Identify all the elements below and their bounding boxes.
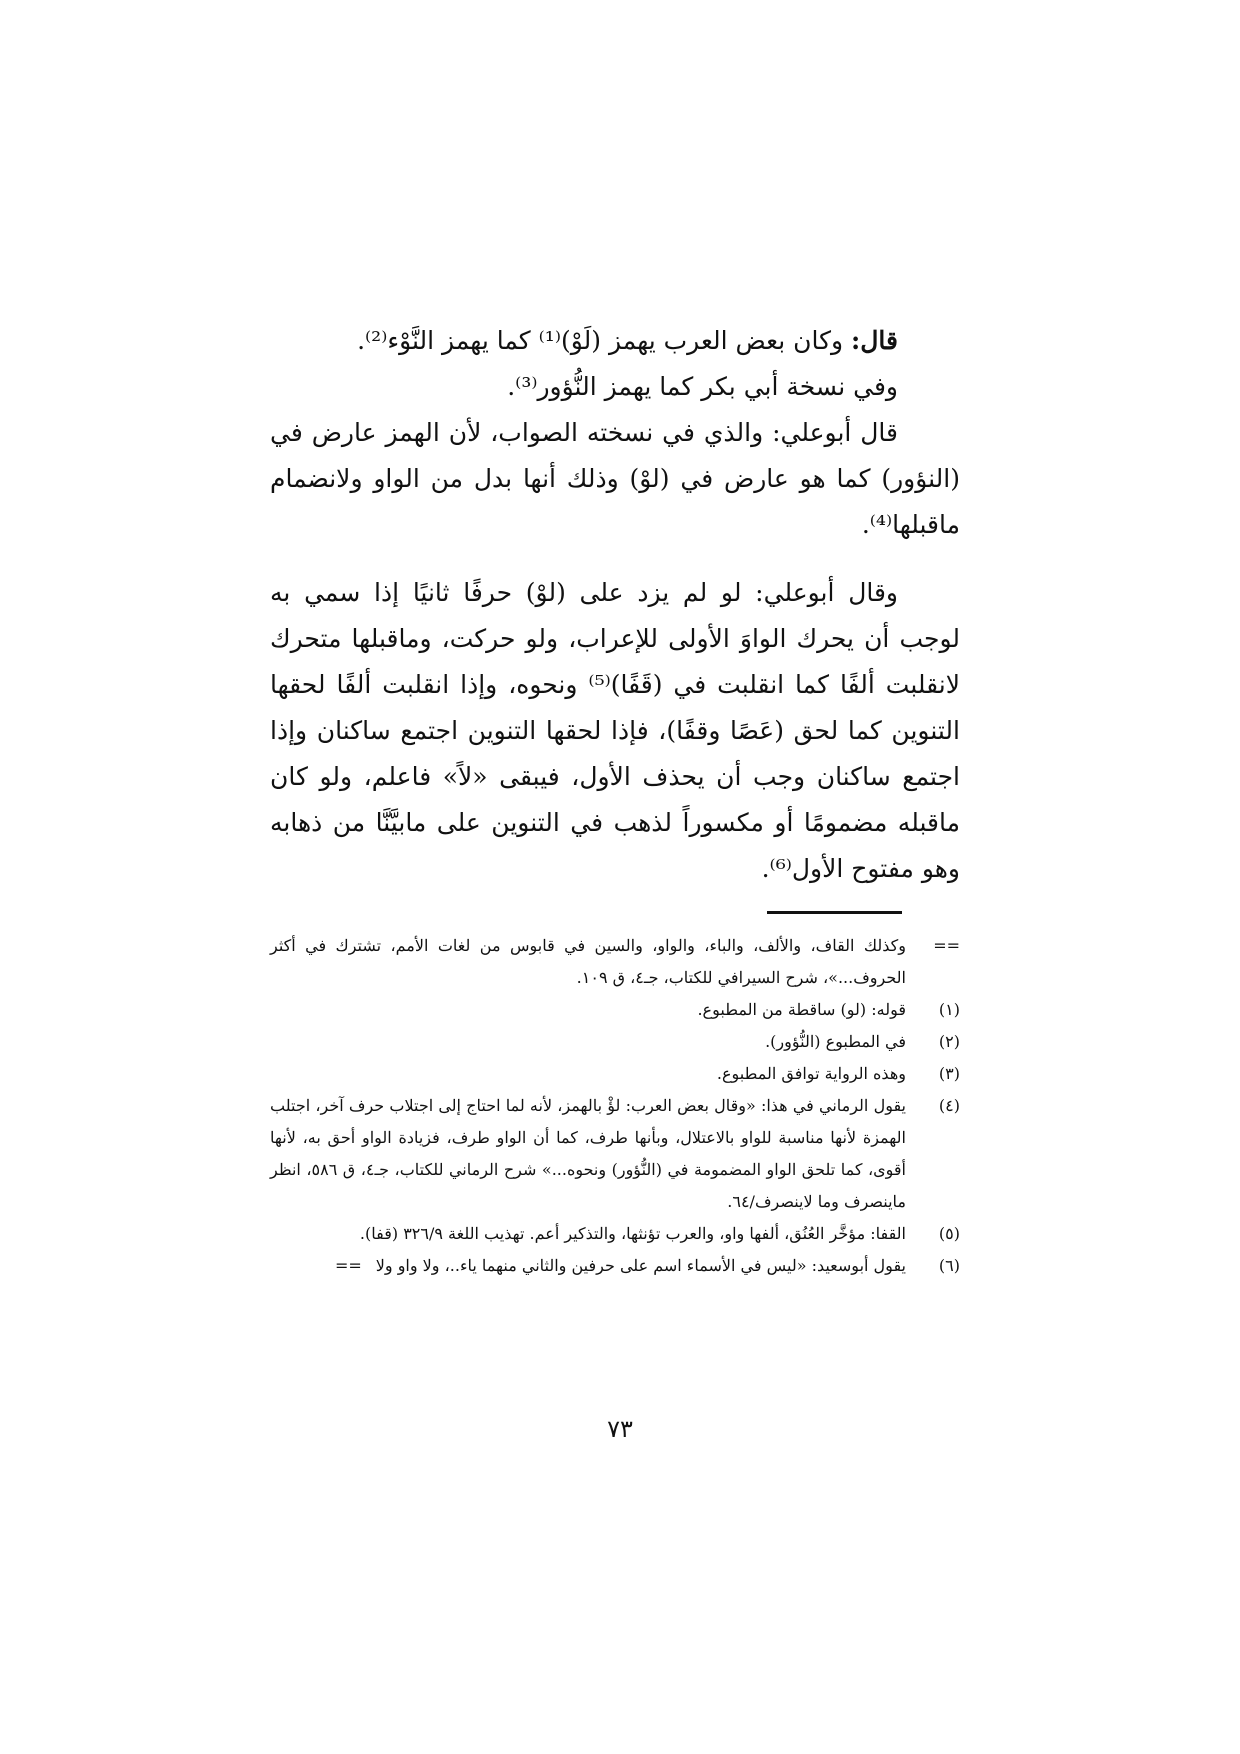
speaker-label: قال: [851,326,898,355]
footnote-text: القفا: مؤخَّر العُنُق، ألفها واو، والعرب تؤنثها، والتذكير أعم. تهذيب اللغة ٣٢٦/٩ (قفا). [359,1224,906,1243]
footnote-number: (١) [938,1000,960,1019]
footnote-6 [270,1250,960,1282]
footnote-4 [270,1090,960,1218]
footnote-1 [270,994,960,1026]
paragraph-4: وقال أبوعلي: لو لم يزد على (لوْ) حرفًا ثانيًا إذا سمي به لوجب أن يحرك الواوَ الأولى للإعراب، ولو حركت، وماقبلها متحرك لانقلبت ألفًا كما انقلبت في (قَفًا)⁽⁵⁾ ونحوه، وإذا انقلبت ألفًا لحقها التنوين كما لحق (عَصًا وقفًا)، فإذا لحقها التنوين اجتمع ساكنان وإذا اجتمع ساكنان وجب أن يحذف الأول، فيبقى «لاً» فاعلم، ولو كان ماقبله مضمومًا أو مكسوراً لذهب في التنوين على مابيَّنَّا من ذهابه وهو مفتوح الأول⁽⁶⁾. [270,578,960,883]
footnote-3 [270,1058,960,1090]
footnote-5 [270,1218,960,1250]
paragraph-1-text: وكان بعض العرب يهمز (لَوْ)⁽¹⁾ كما يهمز النَّوْء⁽²⁾. [357,326,852,355]
footnote-number: (٣) [938,1064,960,1083]
footnote-number: (٢) [938,1032,960,1051]
footnote-text: وكذلك القاف، والألف، والباء، والواو، والسين في قابوس من لغات الأمم، تشترك في أكثر الحروف...»، شرح السيرافي للكتاب، جـ٤، ق ١٠٩. [270,936,906,987]
footnote-number: (٦) [938,1256,960,1275]
footnote-2 [270,1026,960,1058]
footnote-text-wrap [270,1250,906,1282]
footnote-continuation [270,930,960,994]
paragraph-2: وفي نسخة أبي بكر كما يهمز النُّؤور⁽³⁾. [507,372,898,401]
footnote-text: قوله: (لو) ساقطة من المطبوع. [697,1000,906,1019]
paragraph-1 [270,318,960,364]
footnote-text: في المطبوع (النُّؤور). [765,1032,906,1051]
paragraph-3: قال أبوعلي: والذي في نسخته الصواب، لأن الهمز عارض في (النؤور) كما هو عارض في (لوْ) وذلك أنها بدل من الواو ولانضمام ماقبلها⁽⁴⁾. [270,418,960,539]
footnotes [270,930,960,1282]
footnote-text: يقول الرماني في هذا: «وقال بعض العرب: لؤْ بالهمز، لأنه لما احتاج إلى اجتلاب حرف آخر، اجتلب الهمزة لأنها مناسبة للواو بالاعتلال، وبأنها طرف، كما أن الواو طرف، فزيادة الواو أحق به، لأنها أقوى، كما تلحق الواو المضمومة في (النُّؤور) ونحوه...» شرح الرماني للكتاب، جـ٤، ق ٥٨٦، انظر ماينصرف وما لاينصرف/٦٤. [270,1096,907,1211]
footnote-number: (٤) [938,1096,960,1115]
footnote-text: يقول أبوسعيد: «ليس في الأسماء اسم على حرفين والثاني منهما ياء..، ولا واو ولا [375,1256,906,1275]
main-text [270,318,960,892]
footnote-text: وهذه الرواية توافق المطبوع. [716,1064,906,1083]
continuation-marker: == [334,1256,362,1275]
footnote-number: (٥) [938,1224,960,1243]
page-number: ٧٣ [607,1415,633,1443]
footnote-divider [767,911,902,914]
footnote-number: == [933,936,960,955]
